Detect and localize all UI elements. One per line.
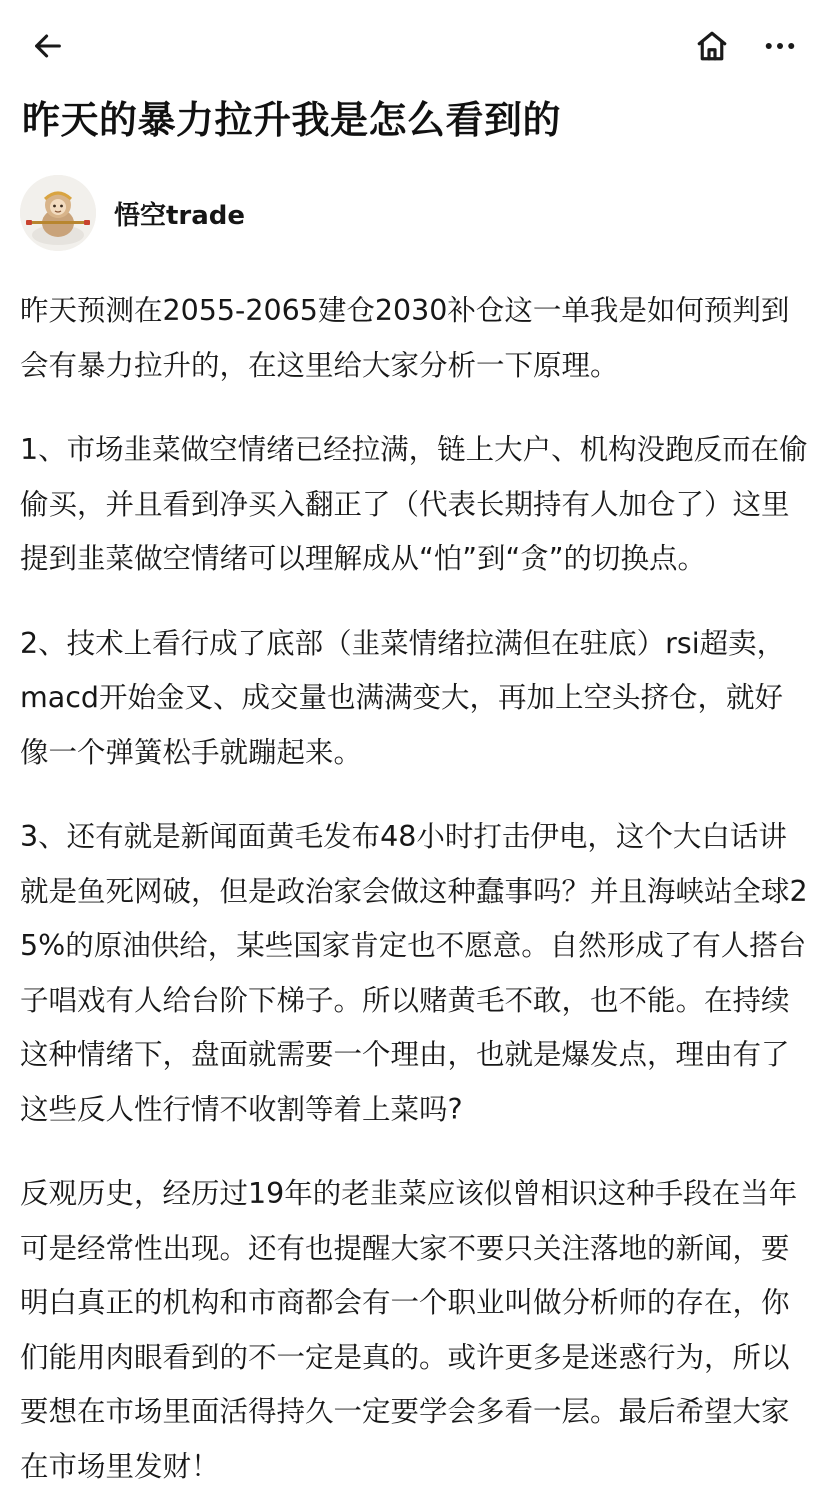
more-button[interactable]	[758, 24, 802, 68]
top-bar	[0, 0, 828, 88]
author-row[interactable]	[0, 174, 828, 252]
paragraph-point-3: 3、还有就是新闻面黄毛发布48小时打击伊电，这个大白话讲就是鱼死网破，但是政治家会做这种蠢事吗？并且海峡站全球25%的原油供给，某些国家肯定也不愿意。自然形成了有人搭台子唱戏有人给台阶下梯子。所以赌黄毛不敢，也不能。在持续这种情绪下，盘面就需要一个理由，也就是爆发点，理由有了这些反人性行情不收割等着上菜吗?	[20, 820, 808, 1126]
article-title: 昨天的暴力拉升我是怎么看到的	[22, 98, 562, 142]
paragraph-point-1: 1、市场韭菜做空情绪已经拉满，链上大户、机构没跑反而在偷偷买，并且看到净买入翻正了（代表长期持有人加仓了）这里提到韭菜做空情绪可以理解成从“怕”到“贪”的切换点。	[20, 433, 808, 575]
more-horizontal-icon	[762, 28, 798, 64]
author-avatar[interactable]	[20, 175, 96, 251]
arrow-left-icon	[31, 29, 65, 63]
author-name[interactable]: 悟空trade	[114, 200, 246, 231]
back-button[interactable]	[28, 26, 68, 66]
paragraph-intro: 昨天预测在2055-2065建仓2030补仓这一单我是如何预判到会有暴力拉升的，在这里给大家分析一下原理。	[20, 294, 790, 382]
home-button[interactable]	[690, 24, 734, 68]
home-icon	[694, 28, 730, 64]
paragraph-conclusion: 反观历史，经历过19年的老韭菜应该似曾相识这种手段在当年可是经常性出现。还有也提醒大家不要只关注落地的新闻，要明白真正的机构和市商都会有一个职业叫做分析师的存在，你们能用肉眼看到的不一定是真的。或许更多是迷惑行为，所以要想在市场里面活得持久一定要学会多看一层。最后希望大家在市场里发财！	[20, 1177, 798, 1483]
avatar-monkey-icon	[20, 175, 96, 251]
article-body	[0, 284, 828, 1494]
paragraph-point-2: 2、技术上看行成了底部（韭菜情绪拉满但在驻底）rsi超卖，macd开始金叉、成交量也满满变大，再加上空头挤仓，就好像一个弹簧松手就蹦起来。	[20, 626, 786, 769]
